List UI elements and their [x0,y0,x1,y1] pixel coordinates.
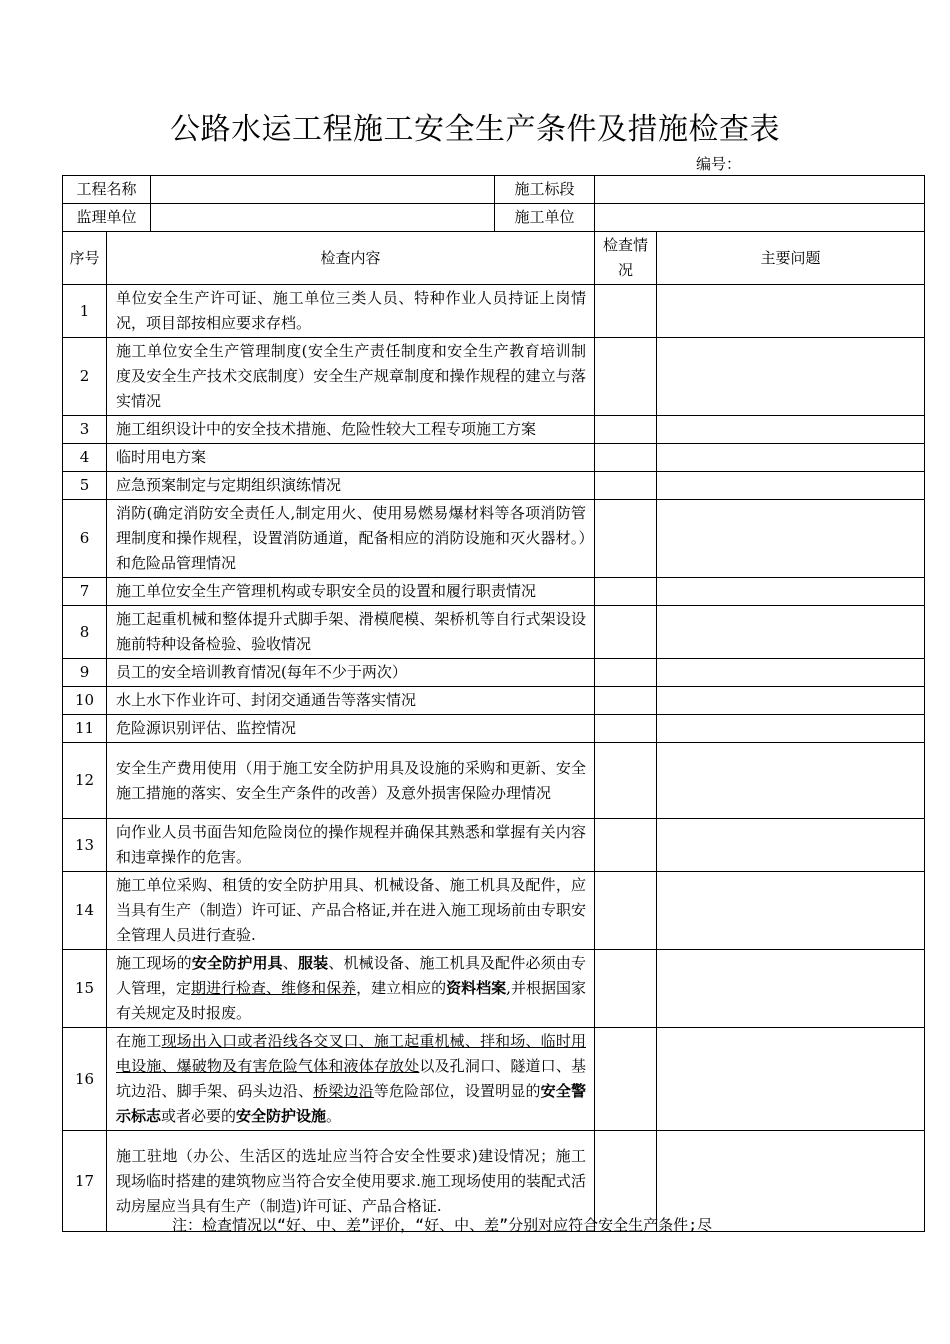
main-issue-cell[interactable] [657,1028,925,1131]
row-content: 员工的安全培训教育情况(每年不少于两次） [107,659,595,687]
row-content: 应急预案制定与定期组织演练情况 [107,472,595,500]
row-content: 向作业人员书面告知危险岗位的操作规程并确保其熟悉和掌握有关内容和违章操作的危害。 [107,819,595,872]
row-content: 施工驻地（办公、生活区的选址应当符合安全性要求)建设情况；施工现场临时搭建的建筑物应当符合安全使用要求.施工现场使用的装配式活动房屋应当具有生产（制造)许可证、产品合格证. [107,1131,595,1232]
row-content-part: 服装 [298,954,329,972]
row-number: 11 [63,715,107,743]
footnote: 注：检查情况以“好、中、差”评价，“好、中、差”分别对应符合安全生产条件;尽 [172,1216,713,1234]
header-row-supervisor [63,204,925,232]
main-issue-cell[interactable] [657,606,925,659]
table-row [63,416,925,444]
row-content [107,950,595,1028]
row-number: 7 [63,578,107,606]
row-number: 1 [63,285,107,338]
row-content: 单位安全生产许可证、施工单位三类人员、特种作业人员持证上岗情况，项目部按相应要求存档。 [107,285,595,338]
row-content-part: 施工现场的 [116,954,192,972]
check-result-cell[interactable] [595,416,657,444]
row-content: 施工单位采购、租赁的安全防护用具、机械设备、施工机具及配件，应当具有生产（制造）许可证、产品合格证,并在进入施工现场前由专职安全管理人员进行查验. [107,872,595,950]
check-result-cell[interactable] [595,819,657,872]
project-name-field[interactable] [151,176,495,204]
table-row [63,872,925,950]
supervisor-label: 监理单位 [63,204,151,232]
row-content: 施工起重机械和整体提升式脚手架、滑模爬模、架桥机等自行式架设设施前特种设备检验、验收情况 [107,606,595,659]
row-content-part: 在施工 [116,1032,162,1050]
section-label: 施工标段 [495,176,595,204]
table-row [63,444,925,472]
project-name-label: 工程名称 [63,176,151,204]
row-content-part: 安全警示标志 [116,1082,586,1125]
row-number: 17 [63,1131,107,1232]
row-content [107,1028,595,1131]
row-content-part: 期进行检查、维修和保养 [191,979,357,997]
main-issue-cell[interactable] [657,715,925,743]
check-result-cell[interactable] [595,659,657,687]
row-number: 12 [63,743,107,819]
column-issues: 主要问题 [657,232,925,285]
serial-number-label: 编号： [696,155,742,173]
row-content-part: ,并根据国家有关规定及时报废。 [116,979,586,1022]
main-issue-cell[interactable] [657,743,925,819]
table-row [63,819,925,872]
row-number: 16 [63,1028,107,1131]
row-content-part: 安全防护设施 [236,1107,327,1125]
column-content: 检查内容 [107,232,595,285]
row-content-part: 安全防护用具 [191,954,283,972]
check-result-cell[interactable] [595,444,657,472]
check-result-cell[interactable] [595,1028,657,1131]
check-result-cell[interactable] [595,578,657,606]
main-issue-cell[interactable] [657,444,925,472]
row-content-part: 等危险部位，设置明显的 [373,1082,541,1100]
row-content: 危险源识别评估、监控情况 [107,715,595,743]
main-issue-cell[interactable] [657,578,925,606]
row-number: 2 [63,338,107,416]
row-number: 4 [63,444,107,472]
table-row [63,500,925,578]
row-content-part: 。 [326,1107,342,1125]
inspection-table [62,175,925,1232]
check-result-cell[interactable] [595,285,657,338]
row-number: 8 [63,606,107,659]
main-issue-cell[interactable] [657,338,925,416]
contractor-label: 施工单位 [495,204,595,232]
row-content: 消防(确定消防安全责任人,制定用火、使用易燃易爆材料等各项消防管理制度和操作规程，设置消防通道，配备相应的消防设施和灭火器材。）和危险品管理情况 [107,500,595,578]
row-number: 3 [63,416,107,444]
table-row [63,715,925,743]
main-issue-cell[interactable] [657,950,925,1028]
main-issue-cell[interactable] [657,285,925,338]
table-row [63,606,925,659]
table-row [63,1028,925,1131]
row-number: 14 [63,872,107,950]
table-row [63,338,925,416]
row-number: 9 [63,659,107,687]
table-body [63,285,925,1232]
row-content: 水上水下作业许可、封闭交通通告等落实情况 [107,687,595,715]
row-content: 施工单位安全生产管理机构或专职安全员的设置和履行职责情况 [107,578,595,606]
row-number: 5 [63,472,107,500]
check-result-cell[interactable] [595,872,657,950]
section-field[interactable] [595,176,925,204]
column-check: 检查情况 [595,232,657,285]
column-seq: 序号 [63,232,107,285]
row-content-part: 桥梁边沿 [313,1082,374,1100]
check-result-cell[interactable] [595,950,657,1028]
row-content: 安全生产费用使用（用于施工安全防护用具及设施的采购和更新、安全施工措施的落实、安全生产条件的改善）及意外损害保险办理情况 [107,743,595,819]
row-content-part: 或者必要的 [161,1107,237,1125]
check-result-cell[interactable] [595,606,657,659]
row-number: 10 [63,687,107,715]
table-row [63,659,925,687]
row-content-part: 以及孔洞口、隧道口、基坑边沿、脚手架、码头边沿、 [116,1057,586,1100]
supervisor-field[interactable] [151,204,495,232]
check-result-cell[interactable] [595,743,657,819]
row-content-part: 、机械设备、施工机具及配件必须由专人管理，定 [116,954,586,997]
table-row [63,578,925,606]
row-content-part: ，建立相应的 [356,979,447,997]
row-number: 13 [63,819,107,872]
table-row [63,743,925,819]
row-content: 施工组织设计中的安全技术措施、危险性较大工程专项施工方案 [107,416,595,444]
row-content-part: 现场出入口或者沿线各交叉口、施工起重机械、拌和场、临时用电设施、爆破物及有害危险气体和液体存放处 [116,1032,586,1075]
main-issue-cell[interactable] [657,500,925,578]
table-row [63,472,925,500]
main-issue-cell[interactable] [657,659,925,687]
row-number: 6 [63,500,107,578]
main-issue-cell[interactable] [657,687,925,715]
row-content-part: 、 [282,954,298,972]
row-content-part: 资料档案 [446,979,507,997]
check-result-cell[interactable] [595,500,657,578]
table-row [63,285,925,338]
check-result-cell[interactable] [595,687,657,715]
main-issue-cell[interactable] [657,472,925,500]
main-issue-cell[interactable] [657,872,925,950]
main-issue-cell[interactable] [657,416,925,444]
row-content: 临时用电方案 [107,444,595,472]
check-result-cell[interactable] [595,338,657,416]
header-row-project [63,176,925,204]
page-title: 公路水运工程施工安全生产条件及措施检查表 [170,112,780,147]
table-row [63,687,925,715]
main-issue-cell[interactable] [657,819,925,872]
column-header-row [63,232,925,285]
row-number: 15 [63,950,107,1028]
row-content: 施工单位安全生产管理制度(安全生产责任制度和安全生产教育培训制度及安全生产技术交底制度）安全生产规章制度和操作规程的建立与落实情况 [107,338,595,416]
table-row [63,950,925,1028]
check-result-cell[interactable] [595,472,657,500]
contractor-field[interactable] [595,204,925,232]
check-result-cell[interactable] [595,715,657,743]
